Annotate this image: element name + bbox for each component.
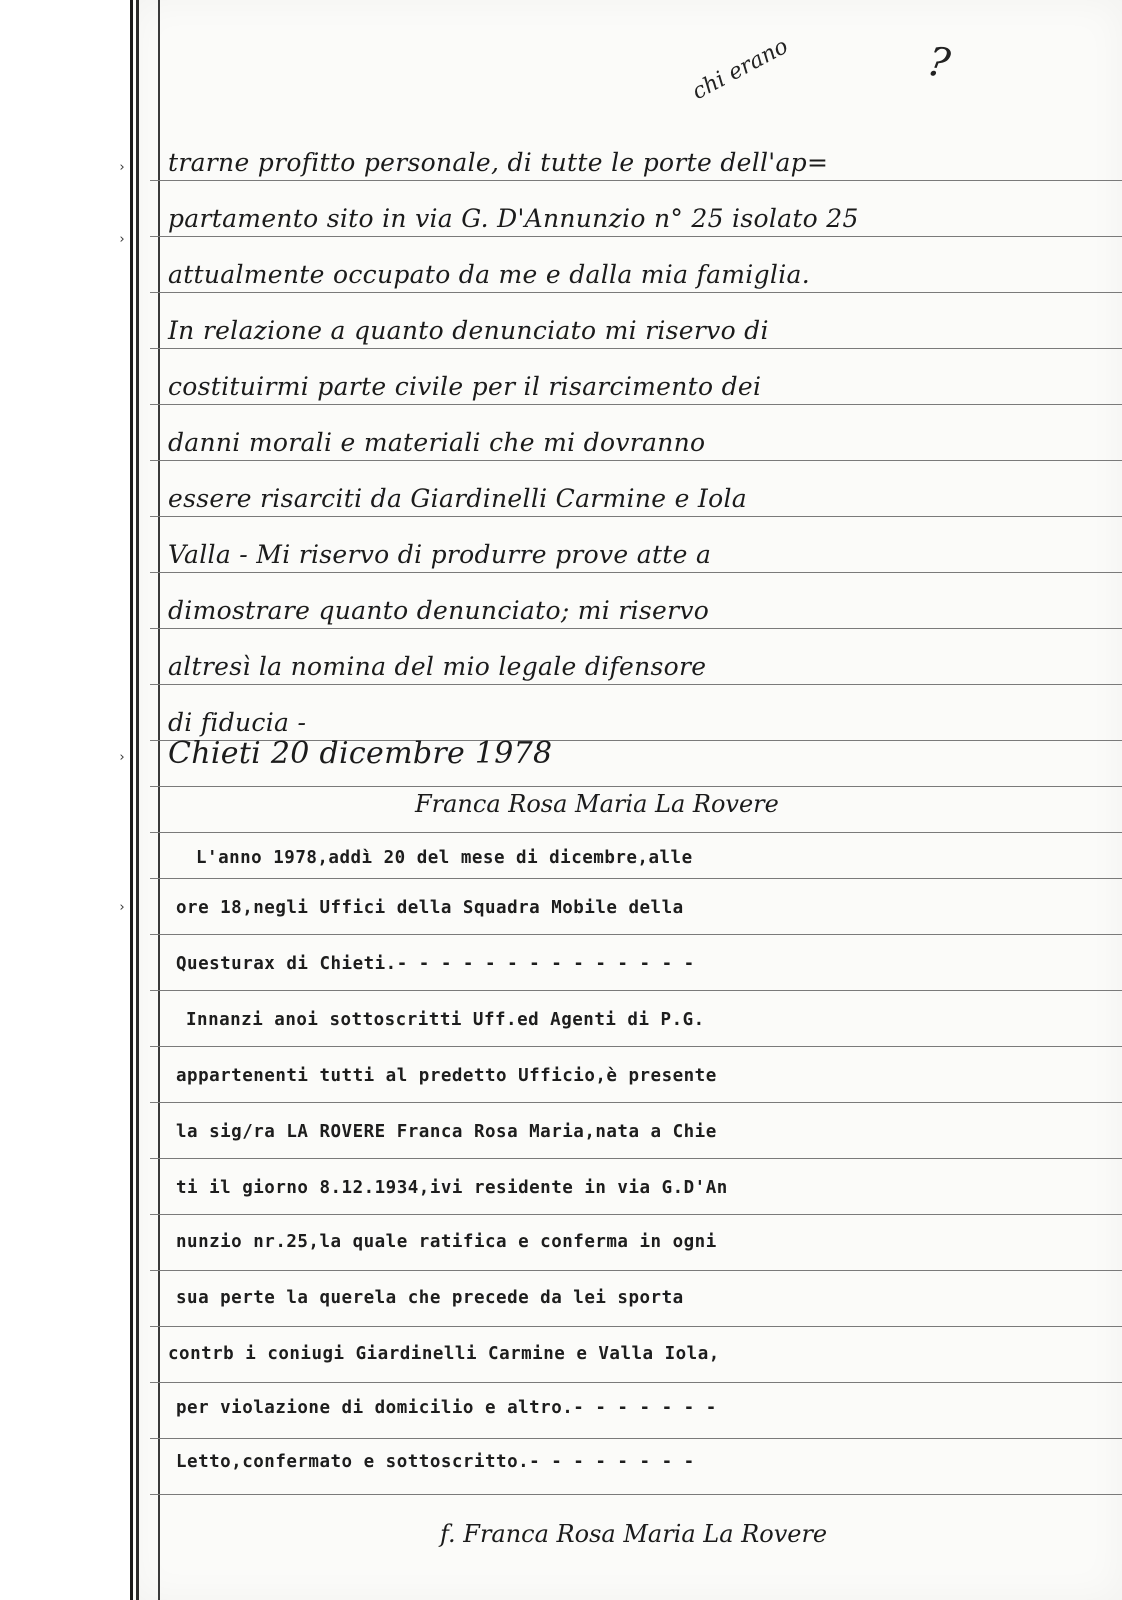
typed-line: la sig/ra LA ROVERE Franca Rosa Maria,nata a Chie (176, 1122, 717, 1142)
handwritten-line: trarne profitto personale, di tutte le porte dell'ap= (168, 148, 829, 177)
margin-mark: › (118, 750, 126, 765)
typed-line: nunzio nr.25,la quale ratifica e conferma in ogni (176, 1232, 717, 1252)
signature-final: f. Franca Rosa Maria La Rovere (440, 1520, 828, 1548)
rule-line (150, 684, 1122, 685)
handwritten-line: attualmente occupato da me e dalla mia famiglia. (168, 260, 810, 289)
margin-mark: › (118, 232, 126, 247)
rule-line (150, 878, 1122, 879)
rule-line (150, 1438, 1122, 1439)
typed-line: sua perte la querela che precede da lei sporta (176, 1288, 684, 1308)
handwritten-line: altresì la nomina del mio legale difensore (168, 652, 707, 681)
margin-mark: › (118, 160, 126, 175)
handwritten-annotation: chi erano (688, 33, 793, 105)
date-line: Chieti 20 dicembre 1978 (168, 736, 553, 771)
typed-line: ore 18,negli Uffici della Squadra Mobile della (176, 898, 684, 918)
page-binding-edge (130, 0, 144, 1600)
typed-line: appartenenti tutti al predetto Ufficio,è presente (176, 1066, 717, 1086)
rule-line (150, 1158, 1122, 1159)
rule-line (150, 348, 1122, 349)
rule-line (150, 990, 1122, 991)
handwritten-line: danni morali e materiali che mi dovranno (168, 428, 706, 457)
rule-line (150, 934, 1122, 935)
handwritten-line: Valla - Mi riservo di produrre prove atte a (168, 540, 712, 569)
rule-line (150, 628, 1122, 629)
rule-line (150, 1494, 1122, 1495)
typed-line: L'anno 1978,addì 20 del mese di dicembre,alle (196, 848, 693, 868)
handwritten-line: essere risarciti da Giardinelli Carmine e Iola (168, 484, 747, 513)
rule-line (150, 180, 1122, 181)
handwritten-line: In relazione a quanto denunciato mi riservo di (168, 316, 769, 345)
typed-line: Innanzi anoi sottoscritti Uff.ed Agenti di P.G. (186, 1010, 705, 1030)
rule-line (150, 1214, 1122, 1215)
rule-line (150, 236, 1122, 237)
typed-line: per violazione di domicilio e altro.- - - - - - - (176, 1398, 717, 1418)
rule-line (150, 292, 1122, 293)
typed-line: ti il giorno 8.12.1934,ivi residente in via G.D'An (176, 1178, 728, 1198)
rule-line (150, 1382, 1122, 1383)
margin-mark: › (118, 900, 126, 915)
handwritten-line: di fiducia - (168, 708, 307, 737)
typed-line: contrb i coniugi Giardinelli Carmine e Valla Iola, (168, 1344, 720, 1364)
margin-line (158, 0, 160, 1600)
rule-line (150, 460, 1122, 461)
typed-line: Letto,confermato e sottoscritto.- - - - - - - - (176, 1452, 695, 1472)
question-mark-annotation: ? (924, 38, 954, 88)
handwritten-line: partamento sito in via G. D'Annunzio n° 25 isolato 25 (168, 204, 859, 233)
rule-line (150, 1270, 1122, 1271)
signature-complainant: Franca Rosa Maria La Rovere (415, 790, 779, 818)
typed-line: Questurax di Chieti.- - - - - - - - - - - - - - (176, 954, 695, 974)
rule-line (150, 1326, 1122, 1327)
rule-line (150, 1102, 1122, 1103)
rule-line (150, 1046, 1122, 1047)
handwritten-line: dimostrare quanto denunciato; mi riservo (168, 596, 710, 625)
handwritten-line: costituirmi parte civile per il risarcimento dei (168, 372, 762, 401)
rule-line (150, 516, 1122, 517)
rule-line (150, 572, 1122, 573)
rule-line (150, 404, 1122, 405)
